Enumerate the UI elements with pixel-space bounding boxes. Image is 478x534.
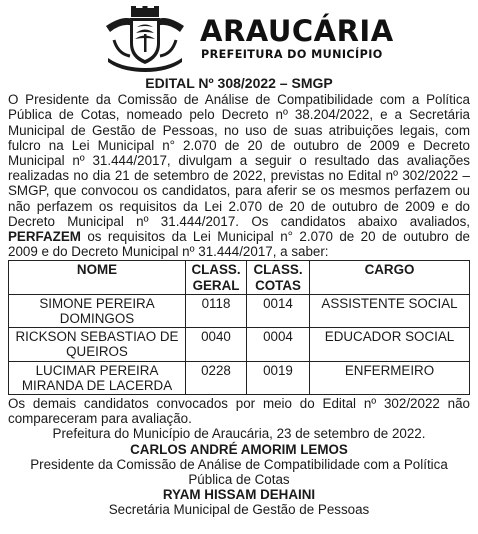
header-class-cotas: CLASS. COTAS bbox=[247, 261, 310, 294]
date-line: Prefeitura do Município de Araucária, 23 de setembro de 2022. bbox=[52, 426, 426, 442]
araucaria-crest-icon bbox=[104, 6, 186, 72]
cell-nome: SIMONE PEREIRA DOMINGOS bbox=[9, 294, 186, 327]
cell-cotas: 0004 bbox=[247, 328, 310, 361]
signer2-name: RYAM HISSAM DEHAINI bbox=[162, 487, 316, 503]
edital-intro-paragraph bbox=[8, 92, 470, 259]
table-row bbox=[9, 294, 470, 327]
brand-name: ARAUCÁRIA bbox=[200, 14, 394, 48]
cell-cargo: ENFERMEIRO bbox=[310, 361, 470, 394]
header-cargo: CARGO bbox=[310, 261, 470, 294]
signer2-role: Secretária Municipal de Gestão de Pessoas bbox=[108, 502, 370, 518]
cell-cotas: 0019 bbox=[247, 361, 310, 394]
cell-nome: RICKSON SEBASTIAO DE QUEIROS bbox=[9, 328, 186, 361]
header-logo bbox=[104, 6, 394, 72]
cell-cargo: EDUCADOR SOCIAL bbox=[310, 328, 470, 361]
cell-geral: 0040 bbox=[186, 328, 247, 361]
cell-geral: 0228 bbox=[186, 361, 247, 394]
results-table bbox=[8, 260, 470, 395]
header-class-geral: CLASS. GERAL bbox=[186, 261, 247, 294]
intro-text-part2: os requisitos da Lei Municipal n° 2.070 de 20 de outubro de 2009 e do Decreto Municipal nº 31.444/2017, a saber: bbox=[8, 229, 470, 260]
brand-subtitle: PREFEITURA DO MUNICÍPIO bbox=[201, 48, 383, 61]
cell-geral: 0118 bbox=[186, 294, 247, 327]
signer1-role: Presidente da Comissão de Análise de Compatibilidade com a Política Pública de Cotas bbox=[30, 456, 448, 488]
signer1-name: CARLOS ANDRÉ AMORIM LEMOS bbox=[130, 441, 348, 457]
intro-bold-keyword: PERFAZEM bbox=[8, 229, 81, 245]
table-header-row bbox=[9, 261, 470, 294]
closing-note: Os demais candidatos convocados por meio do Edital nº 302/2022 não compareceram para avaliação. bbox=[8, 396, 470, 427]
edital-title: EDITAL Nº 308/2022 – SMGP bbox=[145, 75, 333, 91]
table-row bbox=[9, 328, 470, 361]
cell-cotas: 0014 bbox=[247, 294, 310, 327]
edital-document bbox=[8, 76, 470, 518]
cell-cargo: ASSISTENTE SOCIAL bbox=[310, 294, 470, 327]
table-row bbox=[9, 361, 470, 394]
intro-text-part1: O Presidente da Comissão de Análise de Compatibilidade com a Política Pública de Cotas, nomeado pelo Decreto nº 38.204/2022, e a Secretária Municipal de Gestão de Pessoas, no uso de suas atribuições legais, com fulcro na Lei Municipal n° 2.070 de 20 de outubro de 2009 e Decreto Municipal nº 31.444/2017, divulgam a seguir o resultado das avaliações realizadas no dia 21 de setembro de 2022, previstas no Edital nº 302/2022 – SMGP, que convocou os candidatos, para aferir se os mesmos perfazem ou não perfazem os requisitos da Lei 2.070 de 20 de outubro de 2009 e do Decreto Municipal nº 31.444/2017. Os candidatos abaixo avaliados, bbox=[8, 92, 470, 229]
header-nome: NOME bbox=[9, 261, 186, 294]
cell-nome: LUCIMAR PEREIRA MIRANDA DE LACERDA bbox=[9, 361, 186, 394]
